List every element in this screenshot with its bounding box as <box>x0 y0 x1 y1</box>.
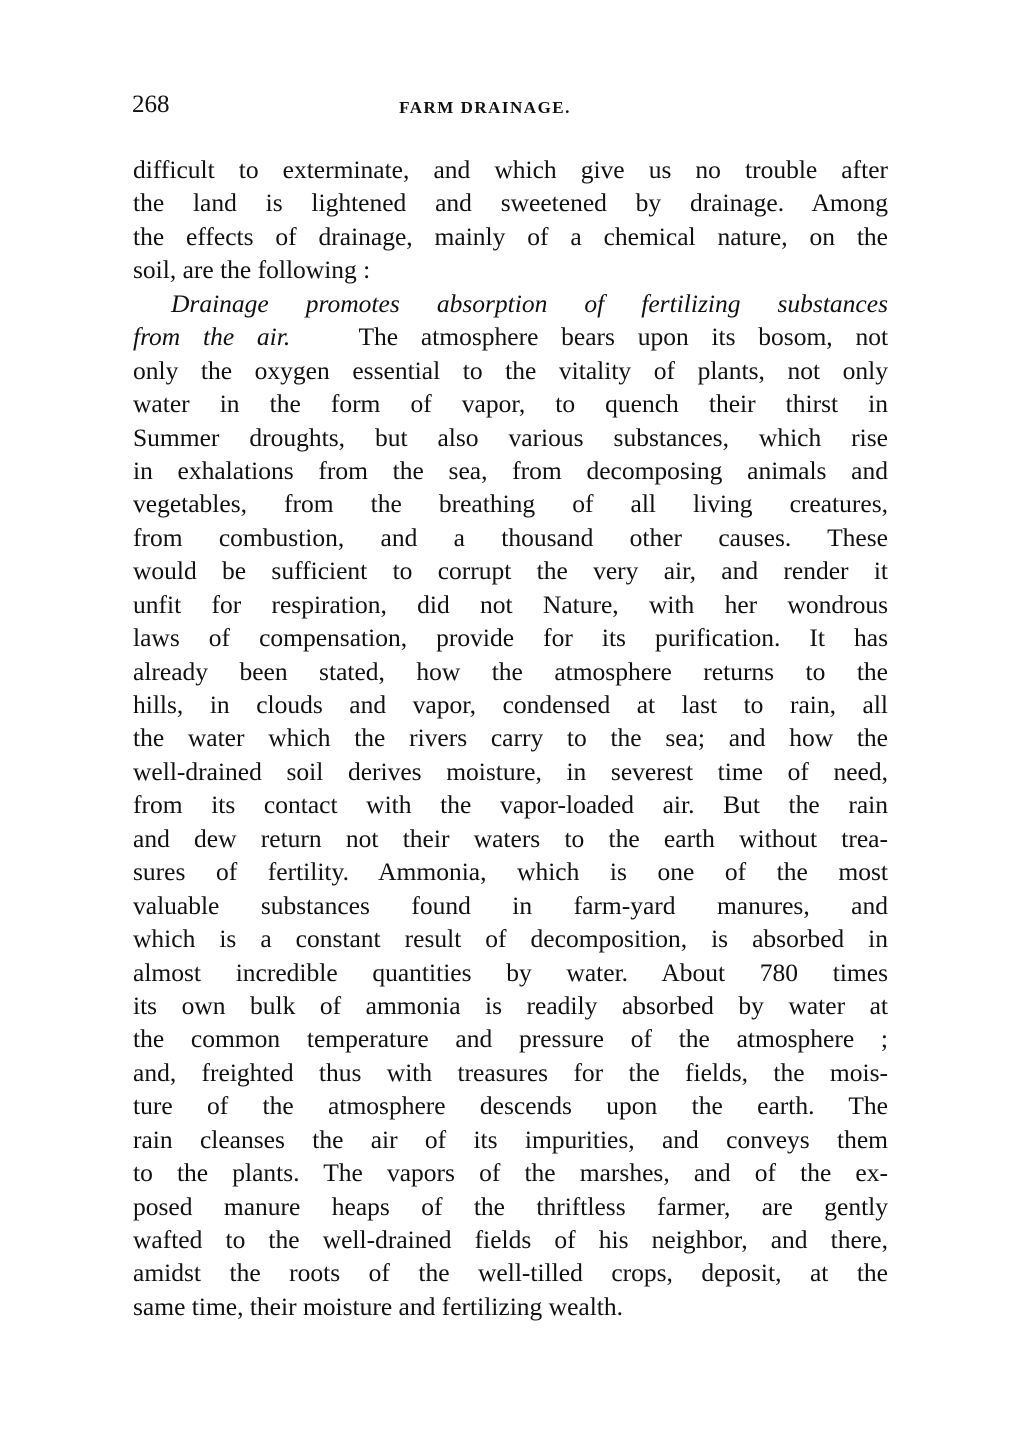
text-line: already been stated, how the atmosphere returns to the <box>133 656 888 686</box>
text-line: valuable substances found in farm-yard manures, and <box>133 890 888 920</box>
text-line: to the plants. The vapors of the marshes, and of the ex- <box>133 1158 888 1188</box>
text-line: in exhalations from the sea, from decomposing animals and <box>133 455 888 485</box>
text-line: wafted to the well-drained fields of his neighbor, and there, <box>133 1225 888 1254</box>
running-title: FARM DRAINAGE. <box>399 98 571 117</box>
text-span: The atmosphere bears upon its bosom, not <box>358 322 888 352</box>
text-line: which is a constant result of decomposition, is absorbed in <box>133 924 888 954</box>
text-line: laws of compensation, provide for its purification. It has <box>133 623 888 653</box>
text-line: from its contact with the vapor-loaded air. But the rain <box>133 790 888 820</box>
text-line: the effects of drainage, mainly of a chemical nature, on the <box>133 221 888 251</box>
text-line: same time, their moisture and fertilizing wealth. <box>133 1291 624 1321</box>
page-number: 268 <box>132 91 170 118</box>
text-line: only the oxygen essential to the vitality of plants, not only <box>133 355 888 385</box>
section-heading-line: Drainage promotes absorption of fertilizing substances <box>171 288 888 318</box>
text-line: posed manure heaps of the thriftless farmer, are gently <box>133 1191 888 1221</box>
text-line: amidst the roots of the well-tilled crops, deposit, at the <box>133 1258 888 1288</box>
text-line: water in the form of vapor, to quench their thirst in <box>133 389 888 419</box>
text-line: and dew return not their waters to the earth without trea- <box>133 823 888 853</box>
text-line <box>133 320 888 353</box>
text-line: rain cleanses the air of its impurities, and conveys them <box>133 1124 888 1154</box>
text-line: sures of fertility. Ammonia, which is one of the most <box>133 857 888 887</box>
section-heading-end: from the air. <box>133 322 291 352</box>
text-line: difficult to exterminate, and which give us no trouble after <box>133 155 888 184</box>
text-line: Summer droughts, but also various substances, which rise <box>133 422 888 452</box>
text-line: the land is lightened and sweetened by drainage. Among <box>133 188 888 218</box>
text-line: well-drained soil derives moisture, in severest time of need, <box>133 756 888 786</box>
text-line: vegetables, from the breathing of all living creatures, <box>133 489 888 519</box>
text-line: from combustion, and a thousand other causes. These <box>133 522 888 552</box>
text-line: soil, are the following : <box>133 255 371 285</box>
text-line: its own bulk of ammonia is readily absorbed by water at <box>133 990 888 1020</box>
text-line: would be sufficient to corrupt the very air, and render it <box>133 556 888 586</box>
body-text <box>133 153 888 1323</box>
text-line: almost incredible quantities by water. About 780 times <box>133 957 888 987</box>
text-line: unfit for respiration, did not Nature, with her wondrous <box>133 589 888 619</box>
text-line: the water which the rivers carry to the sea; and how the <box>133 723 888 753</box>
text-line: the common temperature and pressure of the atmosphere ; <box>133 1024 888 1054</box>
text-line: ture of the atmosphere descends upon the earth. The <box>133 1091 888 1121</box>
text-line: hills, in clouds and vapor, condensed at last to rain, all <box>133 690 888 719</box>
text-line: and, freighted thus with treasures for the fields, the mois- <box>133 1057 888 1087</box>
